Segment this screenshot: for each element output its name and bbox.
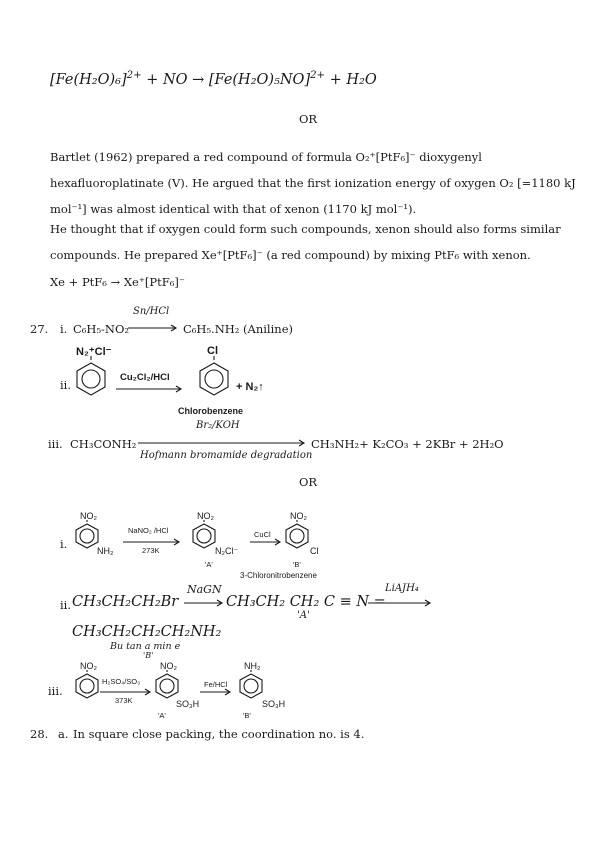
intro-plus-no: + NO →	[146, 72, 205, 88]
benzene-ring-nitrobenzenesulfonic	[154, 672, 188, 702]
bartlett-line-4: He thought that if oxygen could form such compounds, xenon should also forms similar	[50, 222, 561, 236]
bartlett-line-1: Bartlet (1962) prepared a red compound of formula O₂⁺[PtF₆]⁻ dioxygenyl	[50, 150, 482, 164]
alt-iii-prod-label: 'B'	[243, 711, 251, 720]
alt-ii-reactant: CH₃CH₂CH₂Br	[72, 594, 179, 610]
q27-i-label: i.	[60, 322, 68, 336]
alt-i-mid-sub2: N₂Cl⁻	[215, 546, 239, 556]
bartlett-line-5: compounds. He prepared Xe⁺[PtF₆]⁻ (a red compound) by mixing PtF₆ with xenon.	[50, 248, 531, 262]
q27-alt-iii-label: iii.	[48, 684, 63, 698]
q27-ii-byproduct: + N₂↑	[236, 381, 264, 393]
q27-ii-label: ii.	[60, 378, 72, 392]
alt-iii-sub1: NO₂	[80, 661, 97, 671]
alt-i-mid-label: 'A'	[205, 560, 213, 569]
alt-ii-final-label: 'B'	[143, 651, 154, 660]
alt-ii-product: CH₃CH₂ CH₂ C ≡ N =	[226, 594, 386, 610]
q27-i-reagent: Sn/HCl	[133, 306, 170, 317]
q28-a-label: a.	[58, 727, 69, 741]
intro-rhs-charge: 2+	[310, 70, 326, 82]
bartlett-line-3: mol⁻¹] was almost identical with that of xenon (1170 kJ mol⁻¹).	[50, 202, 417, 216]
alt-ii-final-name: Bu tan a min e	[110, 641, 181, 652]
intro-lhs-charge: 2+	[126, 70, 142, 82]
q27-number: 27.	[30, 322, 49, 336]
intro-rhs: [Fe(H₂O)₅NO]	[208, 72, 311, 88]
q27-ii-arrow	[116, 385, 186, 393]
q27-iii-arrow	[138, 439, 308, 447]
alt-ii-product-label: 'A'	[297, 610, 310, 621]
alt-iii-reagent-top: H₂SO₄/SO₃	[102, 677, 141, 686]
benzene-ring-chlorobenzene	[197, 360, 231, 398]
bartlett-line-2: hexafluoroplatinate (V). He argued that the first ionization energy of oxygen O₂ [=1180 kJ	[50, 176, 576, 190]
q27-alt-ii-label: ii.	[60, 598, 72, 612]
alt-i-prod-label: 'B'	[293, 560, 301, 569]
alt-iii-reagent2: Fe/HCl	[204, 680, 228, 689]
q27-i-reactant: C₆H₅-NO₂	[73, 322, 130, 336]
alt-i-sub2: NH₂	[97, 546, 114, 556]
q27-ii-product-name: Chlorobenzene	[178, 406, 244, 416]
q27-alt-i-label: i.	[60, 537, 68, 551]
benzene-ring-aminobenzenesulfonic	[238, 672, 272, 702]
q27-iii-product: CH₃NH₂+ K₂CO₃ + 2KBr + 2H₂O	[311, 437, 504, 451]
alt-iii-mid-sub2: SO₃H	[176, 699, 200, 709]
alt-i-prod-sub1: NO₂	[290, 511, 307, 521]
alt-i-arrow2	[250, 538, 284, 546]
alt-iii-mid-sub1: NO₂	[160, 661, 177, 671]
q27-i-product: C₆H₅.NH₂ (Aniline)	[183, 322, 293, 336]
intro-rhs-tail: + H₂O	[329, 72, 377, 88]
or-separator-1: OR	[299, 112, 318, 126]
q27-ii-reactant-substituent: N₂⁺Cl⁻	[76, 346, 112, 358]
alt-iii-prod-sub1: NH₂	[244, 661, 261, 671]
alt-ii-final: CH₃CH₂CH₂CH₂NH₂	[72, 624, 222, 640]
alt-ii-arrow1	[184, 599, 226, 607]
alt-iii-arrow1	[100, 688, 154, 696]
alt-iii-arrow2	[200, 688, 234, 696]
alt-iii-reagent-bottom: 373K	[115, 696, 133, 705]
alt-i-prod-sub2: Cl	[310, 546, 319, 556]
q27-i-arrow	[128, 324, 180, 332]
intro-lhs: [Fe(H₂O)₆]	[50, 72, 127, 88]
alt-i-reagent-bottom: 273K	[142, 546, 160, 555]
alt-i-sub1: NO₂	[80, 511, 97, 521]
q27-ii-reagent: Cu₂Cl₂/HCl	[120, 372, 170, 383]
q27-iii-reactant: CH₃CONH₂	[70, 437, 137, 451]
or-separator-2: OR	[299, 475, 318, 489]
alt-i-mid-sub1: NO₂	[197, 511, 214, 521]
alt-iii-mid-label: 'A'	[158, 711, 166, 720]
alt-ii-arrow2	[368, 599, 434, 607]
q27-iii-reagent-top: Br₂/KOH	[196, 420, 240, 431]
alt-ii-reagent2: LiAJH₄	[385, 583, 419, 594]
alt-ii-reagent: NaGN	[187, 583, 222, 596]
alt-i-prod-name: 3-Chloronitrobenzene	[240, 571, 317, 580]
q28-a-text: In square close packing, the coordination no. is 4.	[73, 727, 365, 741]
alt-i-reagent2: CuCl	[254, 530, 271, 539]
q27-iii-label: iii.	[48, 437, 63, 451]
alt-i-reagent-top: NaNO₂ /HCl	[128, 526, 169, 535]
bartlett-equation: Xe + PtF₆ → Xe⁺[PtF₆]⁻	[50, 275, 185, 289]
alt-iii-prod-sub2: SO₃H	[262, 699, 286, 709]
benzene-ring-diazonium	[74, 360, 108, 398]
q28-number: 28.	[30, 727, 49, 741]
alt-i-arrow1	[123, 538, 183, 546]
q27-ii-product-substituent: Cl	[207, 345, 218, 357]
q27-iii-reagent-bottom: Hofmann bromamide degradation	[140, 450, 313, 461]
intro-equation	[50, 72, 377, 88]
